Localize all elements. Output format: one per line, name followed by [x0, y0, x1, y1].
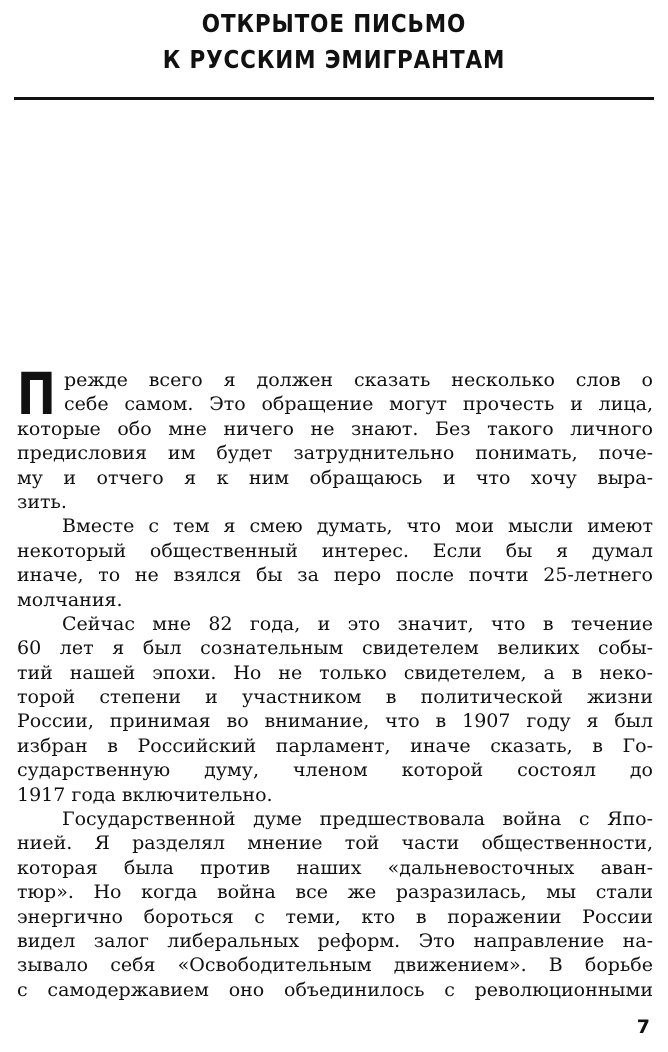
text-line: му и отчего я к ним обращаюсь и что хочу выра-: [17, 466, 653, 489]
text-line: некоторый общественный интерес. Если бы я думал: [17, 539, 653, 562]
text-line: видел залог либеральных реформ. Это направление на-: [17, 929, 653, 952]
text-line: энергично бороться с теми, кто в поражении России: [17, 905, 653, 928]
text-line: 60 лет я был сознательным свидетелем великих собы-: [17, 637, 653, 660]
text-line: Сейчас мне 82 года, и это значит, что в течение: [62, 612, 653, 635]
text-line: Вместе с тем я смею думать, что мои мысли имеют: [62, 515, 653, 538]
text-line: Государственной думе предшествовала война с Япо-: [62, 808, 653, 831]
drop-cap: П: [17, 360, 56, 428]
text-line: которая была против наших «дальневосточных аван-: [17, 856, 653, 879]
text-line: себе самом. Это обращение могут прочесть и лица,: [64, 393, 653, 416]
text-line: тий нашей эпохи. Но не только свидетелем, а в неко-: [17, 661, 653, 684]
text-line: с самодержавием оно объединилось с революционными: [17, 978, 653, 1001]
text-line: тюр». Но когда война все же разразилась, мы стали: [17, 881, 653, 904]
text-line: торой степени и участником в политической жизни: [17, 686, 653, 709]
text-line: сударственную думу, членом которой состоял до: [17, 759, 653, 782]
text-line: зывало себя «Освободительным движением». В борьбе: [17, 954, 653, 977]
text-line: предисловия им будет затруднительно понимать, поче-: [17, 442, 653, 465]
text-line: нией. Я разделял мнение той части общественности,: [17, 832, 653, 855]
text-line: России, принимая во внимание, что в 1907 году я был: [17, 710, 653, 733]
page-number: 7: [636, 1016, 650, 1038]
text-line: иначе, то не взялся бы за перо после почти 25-летнего: [17, 564, 653, 587]
text-line: молчания.: [17, 588, 123, 611]
body-text: [17, 360, 653, 1002]
text-line: 1917 года включительно.: [17, 783, 273, 806]
text-line: режде всего я должен сказать несколько слов о: [64, 369, 653, 391]
text-line: избран в Российский парламент, иначе сказать, в Го-: [17, 734, 653, 757]
title-divider: [14, 97, 654, 100]
chapter-title-line-1: ОТКРЫТОЕ ПИСЬМО: [201, 9, 467, 38]
chapter-title: [47, 6, 621, 78]
text-line: зить.: [17, 490, 67, 513]
chapter-title-line-2: К РУССКИМ ЭМИГРАНТАМ: [162, 45, 506, 74]
text-line: которые обо мне ничего не знают. Без такого личного: [17, 417, 653, 440]
